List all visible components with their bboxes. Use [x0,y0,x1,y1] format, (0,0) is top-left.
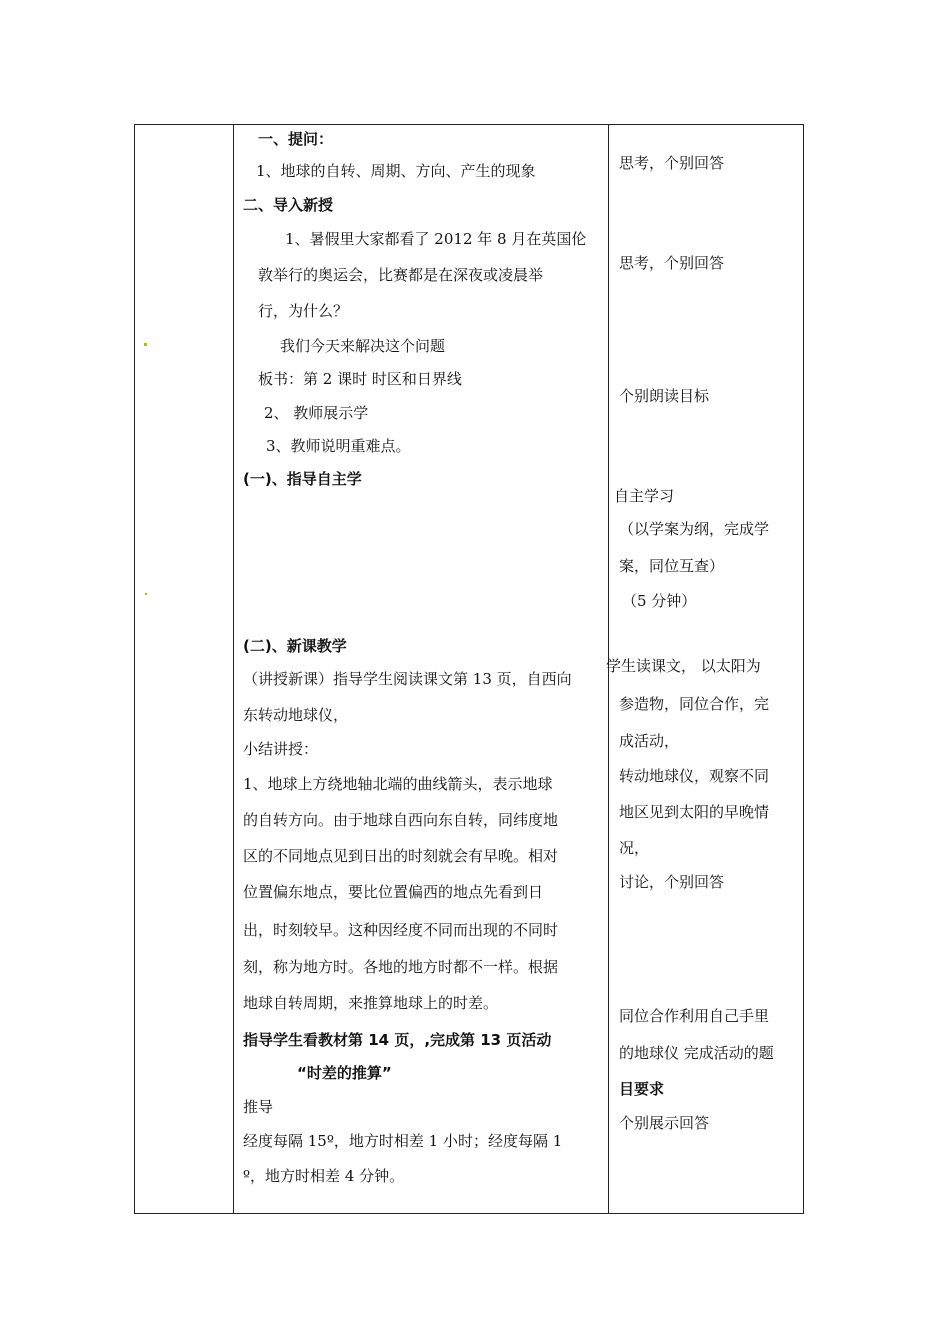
student-line: 自主学习 [614,487,675,505]
student-line: （以学案为纲，完成学 [619,520,770,538]
student-line: 的地球仪 完成活动的题 [619,1044,774,1062]
student-line: 讨论，个别回答 [619,873,725,891]
teacher-line: 东转动地球仪， [243,706,349,724]
teacher-line: 敦举行的奥运会，比赛都是在深夜或凌晨举 [258,266,544,284]
student-line: 思考，个别回答 [619,154,725,172]
teacher-line: 推导 [243,1098,274,1116]
teacher-line: 我们今天来解决这个问题 [280,337,446,355]
marker-dot [145,593,147,595]
marker-dot [144,343,147,346]
teacher-line: 小结讲授： [243,740,319,758]
student-line: 个别展示回答 [619,1114,710,1132]
teacher-line: (一)、指导自主学 [243,470,362,488]
student-line: （5 分钟） [622,592,697,610]
teacher-line: 3、教师说明重难点。 [266,437,411,455]
student-line: 目要求 [619,1080,665,1098]
teacher-line: (二)、新课教学 [243,637,347,655]
student-line: 思考，个别回答 [619,254,725,272]
student-line: 地区见到太阳的早晚情 [619,803,770,821]
student-line: 学生读课文， 以太阳为 [606,657,761,675]
teacher-line: 1、暑假里大家都看了 2012 年 8 月在英国伦 [285,230,587,248]
teacher-line: 2、 教师展示学 [264,404,369,422]
teacher-line: 一、提问： [258,130,334,148]
teacher-line: 1、地球的自转、周期、方向、产生的现象 [256,162,536,180]
teacher-line: 行，为什么？ [258,302,349,320]
teacher-line: “时差的推算” [297,1064,392,1082]
teacher-line: 经度每隔 15º，地方时相差 1 小时；经度每隔 1 [243,1132,563,1150]
teacher-line: 板书：第 2 课时 时区和日界线 [258,370,462,388]
teacher-line: 区的不同地点见到日出的时刻就会有早晚。相对 [243,847,559,865]
student-line: 成活动， [619,732,680,750]
student-line: 转动地球仪，观察不同 [619,767,770,785]
student-line: 个别朗读目标 [619,387,710,405]
student-line: 案，同位互查） [619,557,725,575]
teacher-line: 刻，称为地方时。各地的地方时都不一样。根据 [243,958,559,976]
teacher-line: 的自转方向。由于地球自西向东自转，同纬度地 [243,811,559,829]
teacher-line: 出，时刻较早。这种因经度不同而出现的不同时 [243,921,559,939]
student-line: 同位合作利用自己手里 [619,1007,770,1025]
teacher-line: º，地方时相差 4 分钟。 [243,1167,405,1185]
teacher-line: 1、地球上方绕地轴北端的曲线箭头，表示地球 [243,775,553,793]
teacher-line: 指导学生看教材第 14 页，,完成第 13 页活动 [243,1031,552,1049]
column-divider [233,125,234,1213]
student-line: 况， [619,839,650,857]
teacher-line: 位置偏东地点，要比位置偏西的地点先看到日 [243,883,544,901]
teacher-line: （讲授新课）指导学生阅读课文第 13 页，自西向 [243,670,572,688]
student-line: 参造物，同位合作，完 [619,695,770,713]
teacher-line: 地球自转周期，来推算地球上的时差。 [243,994,499,1012]
teacher-line: 二、导入新授 [243,196,334,214]
